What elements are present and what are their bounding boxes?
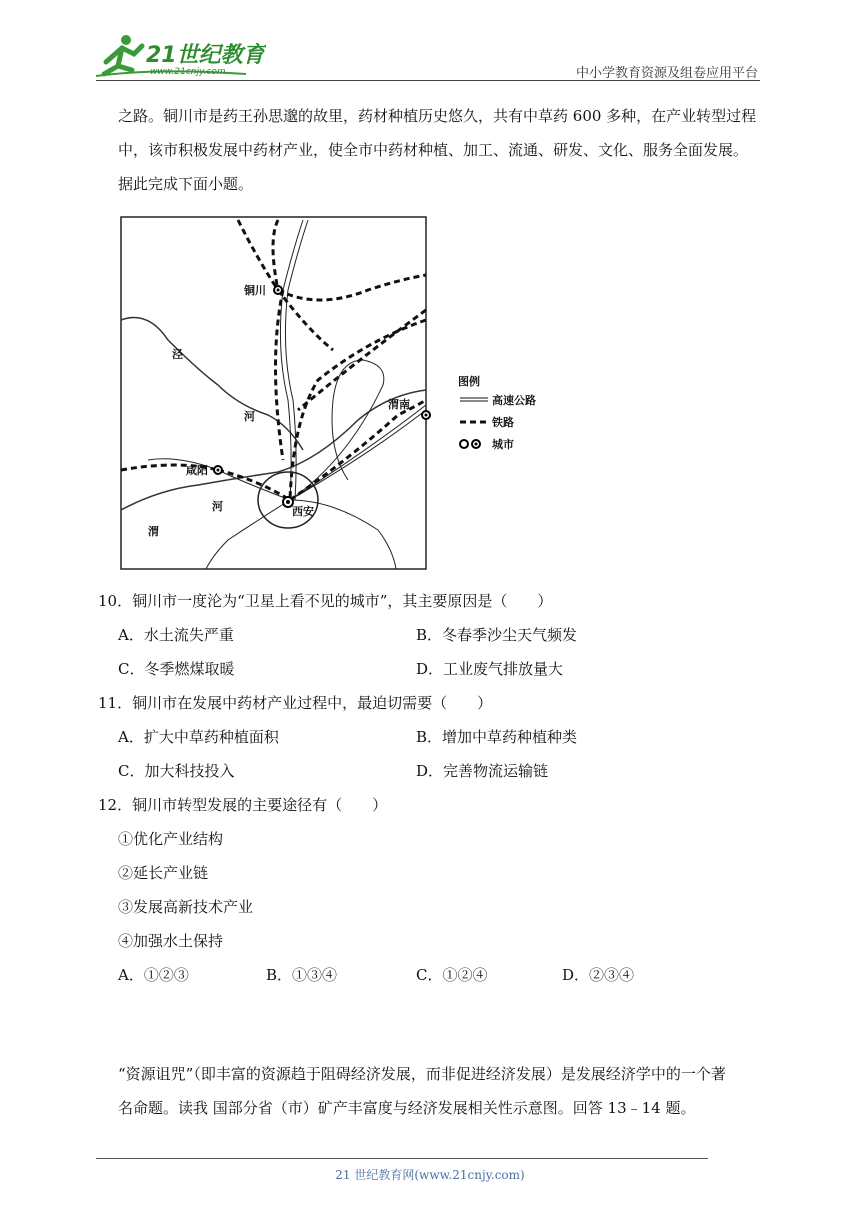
q12-item-1: ①优化产业结构 [118,830,224,848]
legend-title: 图例 [458,375,480,388]
passage2-line-1: “资源诅咒”（即丰富的资源趋于阻碍经济发展，而非促进经济发展）是发展经济学中的一个著 [118,1065,726,1083]
q11-option-b[interactable]: B．增加中草药种植种类 [416,728,578,746]
river-label-he-1: 河 [244,410,255,423]
footer-divider [96,1158,708,1159]
city-marker-xianyang [214,466,222,474]
q10-option-c[interactable]: C．冬季燃煤取暖 [118,660,235,678]
logo-url: www.21cnjy.com [150,67,226,77]
q12-option-b[interactable]: B．①③④ [266,966,338,984]
logo-text: 21世纪教育 [146,43,265,68]
header-divider [96,80,760,81]
city-label-xian: 西安 [292,505,314,518]
q10-option-d[interactable]: D．工业废气排放量大 [416,660,564,678]
q10-option-a[interactable]: A．水土流失严重 [118,626,234,644]
question-12-stem: 12．铜川市转型发展的主要途径有（ ） [98,796,388,814]
question-10-stem: 10．铜川市一度沦为“卫星上看不见的城市”，其主要原因是（ ） [98,592,553,610]
platform-name: 中小学教育资源及组卷应用平台 [575,66,758,81]
river-label-he-2: 河 [212,500,223,513]
highways [148,220,426,569]
map-legend [458,374,536,451]
river-label-jing: 泾 [172,348,183,361]
q11-option-c[interactable]: C．加大科技投入 [118,762,235,780]
city-label-weinan: 渭南 [388,398,410,411]
railways [121,220,426,500]
logo [96,32,266,80]
intro-line-1: 之路。铜川市是药王孙思邈的故里，药材种植历史悠久，共有中草药 600 多种，在产业转型过程 [118,107,757,125]
city-marker-tongchuan [274,286,282,294]
q12-option-d[interactable]: D．②③④ [562,966,635,984]
q12-option-c[interactable]: C．①②④ [416,966,488,984]
region-map [118,210,558,575]
passage2-line-2: 名命题。读我 国部分省（市）矿产丰富度与经济发展相关性示意图。回答 13﹣14 题。 [118,1099,696,1117]
intro-line-2: 中，该市积极发展中药材产业，使全市中药材种植、加工、流通、研发、文化、服务全面发展。 [118,141,749,159]
wei-river [121,390,426,510]
footer-text[interactable]: 21 世纪教育网(www.21cnjy.com) [335,1168,525,1182]
city-label-tongchuan: 铜川 [244,284,266,297]
legend-highway: 高速公路 [492,394,536,407]
intro-line-3: 据此完成下面小题。 [118,175,254,193]
q11-option-a[interactable]: A．扩大中草药种植面积 [118,728,279,746]
q10-option-b[interactable]: B．冬春季沙尘天气频发 [416,626,578,644]
legend-city: 城市 [492,438,514,451]
q12-item-3: ③发展高新技术产业 [118,898,254,916]
q12-option-a[interactable]: A．①②③ [118,966,189,984]
legend-railway: 铁路 [492,416,514,429]
q11-option-d[interactable]: D．完善物流运输链 [416,762,549,780]
city-label-xianyang: 咸阳 [186,464,208,477]
q12-item-4: ④加强水土保持 [118,932,224,950]
question-11-stem: 11．铜川市在发展中药材产业过程中，最迫切需要（ ） [98,694,493,712]
river-label-wei: 渭 [148,525,159,538]
q12-item-2: ②延长产业链 [118,864,209,882]
city-marker-weinan [422,411,430,419]
